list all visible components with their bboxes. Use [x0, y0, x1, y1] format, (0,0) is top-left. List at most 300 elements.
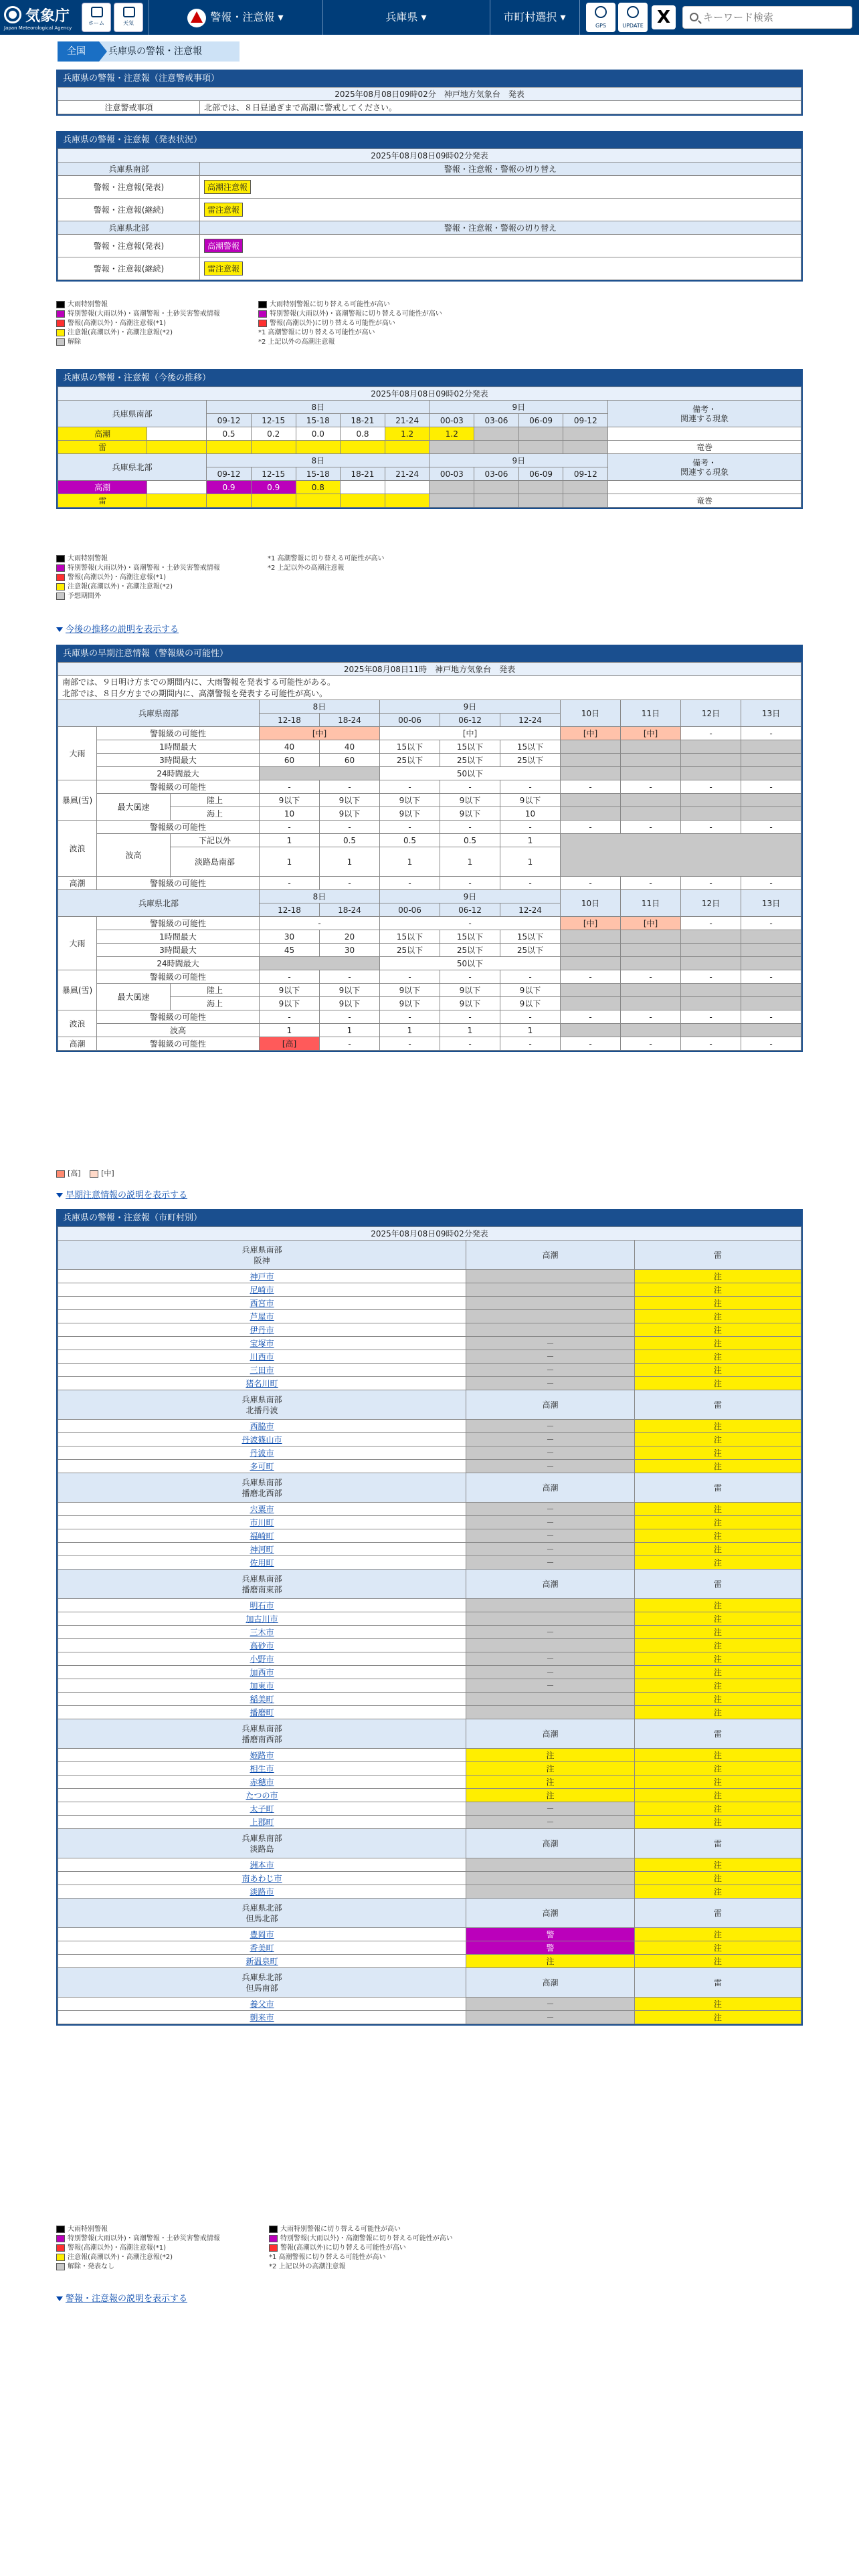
possibility-value: - — [621, 780, 681, 794]
col-header: 警報・注意報・警報の切り替え — [200, 221, 801, 235]
city-name[interactable]: たつの市 — [246, 1791, 278, 1800]
table-row — [58, 1858, 801, 1872]
forecast-value: 0.5 — [440, 834, 500, 847]
row-label: 警報・注意報(継続) — [58, 199, 200, 221]
breadcrumb-home[interactable]: 全国 — [58, 41, 99, 62]
possibility-value: - — [320, 877, 380, 890]
time-header: 15-18 — [296, 467, 341, 481]
table-row — [58, 1829, 801, 1858]
city-link[interactable] — [58, 1337, 466, 1350]
forecast-value: 9以下 — [320, 997, 380, 1010]
possibility-value: - — [500, 970, 561, 984]
forecast-value: 15以下 — [440, 930, 500, 944]
city-name[interactable]: 丹波市 — [250, 1448, 274, 1458]
city-link[interactable] — [58, 1666, 466, 1679]
day-header: 13日 — [741, 890, 801, 917]
nav-prefecture-label: 兵庫県 — [385, 11, 418, 23]
city-link[interactable] — [58, 1762, 466, 1776]
row-label: 陸上 — [171, 794, 260, 807]
forecast-value: 0.0 — [296, 427, 341, 441]
forecast-value: 9以下 — [260, 794, 320, 807]
table-row — [58, 700, 801, 714]
warning-tag[interactable]: 雷注意報 — [204, 261, 243, 276]
city-link[interactable] — [58, 1802, 466, 1816]
legend-text: *1 高潮警報に切り替える可能性が高い — [258, 329, 375, 336]
warning-tag[interactable]: 高潮警報 — [204, 239, 243, 253]
forecast-value: 9以下 — [500, 794, 561, 807]
forecast-value: 40 — [320, 740, 380, 754]
table-cell — [741, 930, 801, 944]
time-header: 18-21 — [341, 467, 385, 481]
row-label: 警報・注意報(継続) — [58, 257, 200, 280]
possibility-value: - — [741, 1037, 801, 1051]
city-link[interactable] — [58, 1599, 466, 1612]
table-row — [58, 1666, 801, 1679]
city-link[interactable] — [58, 1639, 466, 1652]
table-row — [58, 1802, 801, 1816]
forecast-value — [563, 427, 608, 441]
area-name: 兵庫県北部 — [58, 454, 207, 481]
thunder-status: 注 — [635, 1858, 801, 1872]
row-label: 警報級の可能性 — [97, 780, 260, 794]
forecast-value: 25以下 — [500, 944, 561, 957]
col-header: 高潮 — [466, 1829, 635, 1858]
legend-text: 注意報(高潮以外)・高潮注意報(*2) — [68, 2254, 173, 2261]
update-icon — [627, 6, 639, 18]
time-header: 09-12 — [563, 467, 608, 481]
forecast-value — [207, 441, 252, 454]
col-header: 高潮 — [466, 1570, 635, 1599]
table-row — [58, 821, 801, 834]
city-name[interactable]: 明石市 — [250, 1601, 274, 1610]
city-link[interactable] — [58, 1460, 466, 1473]
table-cell — [561, 984, 621, 997]
legend-text: 特別警報(大雨以外)・高潮警報・土砂災害警戒情報 — [68, 2235, 220, 2242]
forecast-value: 9以下 — [260, 997, 320, 1010]
city-name[interactable]: 神河町 — [250, 1545, 274, 1554]
possibility-value: - — [741, 917, 801, 930]
row-label: 波高 — [97, 834, 171, 877]
forecast-explain-link[interactable] — [56, 622, 179, 635]
possibility-value: - — [260, 780, 320, 794]
possibility-value: [中] — [621, 727, 681, 740]
possibility-value: - — [320, 821, 380, 834]
city-link[interactable] — [58, 1297, 466, 1310]
table-row — [58, 1270, 801, 1283]
city-link[interactable] — [58, 1516, 466, 1529]
table-row — [58, 1968, 801, 1998]
x-share-icon[interactable]: X — [652, 5, 676, 29]
city-link[interactable] — [58, 1928, 466, 1941]
storm-surge-status: － — [466, 1666, 635, 1679]
city-link[interactable] — [58, 1706, 466, 1719]
warning-explain-link[interactable] — [56, 2291, 187, 2304]
city-link[interactable] — [58, 1529, 466, 1543]
time-header: 00-06 — [380, 903, 440, 917]
city-name[interactable]: 神戸市 — [250, 1272, 274, 1281]
row-label: 24時間最大 — [97, 957, 260, 970]
table-cell — [561, 754, 621, 767]
forecast-value — [563, 481, 608, 494]
city-name[interactable]: 小野市 — [250, 1654, 274, 1664]
city-link[interactable] — [58, 1612, 466, 1626]
table-cell — [741, 740, 801, 754]
table-cell — [681, 957, 741, 970]
table-cell — [741, 807, 801, 821]
day-header: 10日 — [561, 890, 621, 917]
possibility-value: - — [500, 821, 561, 834]
city-name[interactable]: 朝来市 — [250, 2013, 274, 2022]
forecast-value: 0.9 — [251, 481, 296, 494]
city-link[interactable] — [58, 1364, 466, 1377]
area-group-header: 兵庫県北部 但馬北部 — [58, 1899, 466, 1928]
city-link[interactable] — [58, 1310, 466, 1323]
city-link[interactable] — [58, 1323, 466, 1337]
city-name[interactable]: 養父市 — [250, 2000, 274, 2009]
city-name[interactable]: 高砂市 — [250, 1641, 274, 1650]
table-row — [58, 754, 801, 767]
time-header: 03-06 — [474, 414, 519, 427]
forecast-value: 1.2 — [430, 427, 474, 441]
city-name[interactable]: 姫路市 — [250, 1751, 274, 1760]
table-row — [58, 1283, 801, 1297]
thunder-status: 注 — [635, 1323, 801, 1337]
city-link[interactable] — [58, 1377, 466, 1390]
city-link[interactable] — [58, 1433, 466, 1446]
city-name[interactable]: 播磨町 — [250, 1708, 274, 1717]
city-link[interactable] — [58, 1872, 466, 1885]
phenomenon-label: 波浪 — [58, 821, 97, 877]
table-row — [58, 441, 801, 454]
search-input[interactable] — [703, 9, 844, 25]
nav-city-select[interactable]: 市町村選択 ▾ — [503, 11, 566, 23]
forecast-value — [563, 494, 608, 508]
table-cell — [561, 997, 621, 1010]
area-group-header: 兵庫県北部 但馬南部 — [58, 1968, 466, 1998]
forecast-value: 15以下 — [500, 740, 561, 754]
time-header: 12-15 — [251, 467, 296, 481]
possibility-value: - — [500, 877, 561, 890]
possibility-value: - — [440, 1010, 500, 1024]
city-link[interactable] — [58, 1503, 466, 1516]
row-label: 警報級の可能性 — [97, 1010, 260, 1024]
warning-tag[interactable]: 雷注意報 — [204, 203, 243, 217]
day-header: 11日 — [621, 890, 681, 917]
possibility-value: - — [260, 877, 320, 890]
city-link[interactable] — [58, 1679, 466, 1693]
thunder-status: 注 — [635, 1503, 801, 1516]
thunder-status: 注 — [635, 1626, 801, 1639]
city-name[interactable]: 伊丹市 — [250, 1325, 274, 1335]
possibility-value: - — [681, 877, 741, 890]
city-name[interactable]: 西宮市 — [250, 1299, 274, 1308]
possibility-value: [中] — [380, 727, 561, 740]
time-header: 12-18 — [260, 903, 320, 917]
time-header: 06-09 — [518, 414, 563, 427]
city-link[interactable] — [58, 1626, 466, 1639]
forecast-value: 10 — [260, 807, 320, 821]
city-link[interactable] — [58, 1858, 466, 1872]
city-link[interactable] — [58, 1885, 466, 1899]
storm-surge-status: － — [466, 1503, 635, 1516]
col-header: 高潮 — [466, 1719, 635, 1749]
area-name: 兵庫県南部 — [58, 700, 260, 727]
row-label: 陸上 — [171, 984, 260, 997]
city-name[interactable]: 佐用町 — [250, 1558, 274, 1568]
forecast-value: 9以下 — [500, 997, 561, 1010]
early-warning-section — [56, 645, 803, 1052]
day-header: 9日 — [380, 890, 561, 903]
table-cell — [621, 957, 681, 970]
city-link[interactable] — [58, 1350, 466, 1364]
table-cell — [681, 754, 741, 767]
city-name[interactable]: 尼崎市 — [250, 1285, 274, 1295]
possibility-value: [中] — [260, 727, 380, 740]
early-explain-link[interactable] — [56, 1188, 187, 1200]
forecast-value — [518, 427, 563, 441]
table-cell — [561, 1024, 621, 1037]
table-cell — [681, 740, 741, 754]
gps-button[interactable] — [586, 3, 615, 32]
forecast-value — [430, 494, 474, 508]
warning-icon — [187, 9, 206, 27]
storm-surge-status: 注 — [466, 1762, 635, 1776]
table-row — [58, 890, 801, 903]
city-name[interactable]: 洲本市 — [250, 1860, 274, 1870]
forecast-value: 1 — [320, 1024, 380, 1037]
city-name[interactable]: 加西市 — [250, 1668, 274, 1677]
city-link[interactable] — [58, 1776, 466, 1789]
notice-text: 北部では、８日昼過ぎまで高潮に警戒してください。 — [200, 101, 801, 114]
day-header: 12日 — [681, 700, 741, 727]
table-row — [58, 1776, 801, 1789]
time-header: 09-12 — [563, 414, 608, 427]
storm-surge-status — [466, 1885, 635, 1899]
city-name[interactable]: 三田市 — [250, 1366, 274, 1375]
city-link[interactable] — [58, 1652, 466, 1666]
thunder-status: 注 — [635, 1337, 801, 1350]
forecast-value: 0.5 — [380, 834, 440, 847]
city-name[interactable]: 加古川市 — [246, 1614, 278, 1624]
city-name[interactable]: 宝塚市 — [250, 1339, 274, 1348]
thunder-status: 注 — [635, 1749, 801, 1762]
city-name[interactable]: 新温泉町 — [246, 1957, 278, 1966]
home-button[interactable] — [82, 3, 111, 32]
area-group-header: 兵庫県南部 阪神 — [58, 1241, 466, 1270]
possibility-value: - — [260, 821, 320, 834]
storm-surge-status — [466, 1599, 635, 1612]
possibility-value: - — [681, 727, 741, 740]
thunder-status: 注 — [635, 1998, 801, 2011]
forecast-value: 9以下 — [260, 984, 320, 997]
city-link[interactable] — [58, 1543, 466, 1556]
issued-time: 2025年08月08日09時02分発表 — [58, 387, 801, 401]
city-name[interactable]: 猪名川町 — [246, 1379, 278, 1388]
table-cell — [681, 1024, 741, 1037]
legend-text: *2 上記以外の高潮注意報 — [268, 564, 345, 572]
forecast-value — [430, 481, 474, 494]
forecast-value: 9以下 — [440, 984, 500, 997]
storm-surge-status: 注 — [466, 1955, 635, 1968]
forecast-value: 25以下 — [380, 944, 440, 957]
storm-surge-status — [466, 1612, 635, 1626]
table-row — [58, 1872, 801, 1885]
city-link[interactable] — [58, 1941, 466, 1955]
legend-text: 警報(高潮以外)・高潮注意報(*1) — [68, 320, 166, 327]
forecast-value: 9以下 — [440, 794, 500, 807]
forecast-value — [385, 441, 430, 454]
forecast-value: 0.8 — [296, 481, 341, 494]
nav-prefecture[interactable]: 兵庫県 ▾ — [385, 11, 427, 23]
home-label: ホーム — [88, 20, 104, 26]
table-cell — [561, 794, 621, 807]
forecast-value — [474, 441, 519, 454]
city-link[interactable] — [58, 1283, 466, 1297]
city-link[interactable] — [58, 1955, 466, 1968]
forecast-value: 9以下 — [500, 984, 561, 997]
forecast-value: 9以下 — [320, 807, 380, 821]
row-label: 警報級の可能性 — [97, 970, 260, 984]
forecast-value: 25以下 — [380, 754, 440, 767]
possibility-value: - — [380, 780, 440, 794]
city-link[interactable] — [58, 1749, 466, 1762]
time-header: 15-18 — [296, 414, 341, 427]
nav-warnings[interactable]: 警報・注意報 ▾ — [149, 0, 322, 35]
update-button[interactable] — [618, 3, 648, 32]
possibility-value: - — [681, 780, 741, 794]
jma-logo[interactable] — [4, 3, 78, 30]
row-label: 1時間最大 — [97, 740, 260, 754]
forecast-value: 15以下 — [380, 740, 440, 754]
legend-text: 大雨特別警報に切り替える可能性が高い — [270, 301, 390, 308]
col-header: 雷 — [635, 1390, 801, 1420]
city-link[interactable] — [58, 1420, 466, 1433]
city-name[interactable]: 多可町 — [250, 1462, 274, 1471]
home-icon — [91, 7, 103, 17]
possibility-value: - — [561, 821, 621, 834]
phenomenon-label: 高潮 — [58, 877, 97, 890]
forecast-value: 9以下 — [320, 984, 380, 997]
city-name[interactable]: 丹波篠山市 — [242, 1435, 282, 1444]
city-name[interactable]: 加東市 — [250, 1681, 274, 1691]
forecast-value: 9以下 — [320, 794, 380, 807]
forecast-value — [341, 494, 385, 508]
forecast-value: 1 — [500, 847, 561, 877]
city-name[interactable]: 川西市 — [250, 1352, 274, 1362]
day-header: 8日 — [207, 401, 430, 414]
possibility-value: - — [741, 780, 801, 794]
city-link[interactable] — [58, 1556, 466, 1570]
forecast-value — [385, 494, 430, 508]
forecast-value: 1 — [260, 847, 320, 877]
time-header: 06-09 — [518, 467, 563, 481]
city-link[interactable] — [58, 1789, 466, 1802]
row-label: 最大風速 — [97, 794, 171, 821]
note-col-header: 備考・ 関連する現象 — [608, 401, 801, 427]
table-row — [58, 1297, 801, 1310]
table-row — [58, 1037, 801, 1051]
city-name[interactable]: 稲美町 — [250, 1695, 274, 1704]
city-name[interactable]: 赤穂市 — [250, 1778, 274, 1787]
storm-surge-status: － — [466, 1350, 635, 1364]
storm-surge-status: 警 — [466, 1941, 635, 1955]
thunder-status: 注 — [635, 1639, 801, 1652]
city-name[interactable]: 香美町 — [250, 1943, 274, 1953]
thunder-status: 注 — [635, 1885, 801, 1899]
table-cell — [260, 767, 380, 780]
table-cell — [621, 794, 681, 807]
table-row — [58, 1024, 801, 1037]
city-link[interactable] — [58, 1270, 466, 1283]
city-name[interactable]: 太子町 — [250, 1804, 274, 1814]
city-name[interactable]: 芦屋市 — [250, 1312, 274, 1321]
city-name[interactable]: 福崎町 — [250, 1531, 274, 1541]
storm-surge-status: － — [466, 1543, 635, 1556]
storm-surge-status: － — [466, 1556, 635, 1570]
forecast-section — [56, 369, 803, 509]
city-name[interactable]: 相生市 — [250, 1764, 274, 1774]
nav-city-label: 市町村選択 — [503, 11, 557, 23]
forecast-value: 1 — [260, 1024, 320, 1037]
weather-icon — [123, 7, 135, 17]
day-header: 8日 — [260, 890, 380, 903]
thunder-status: 注 — [635, 1928, 801, 1941]
phenomenon-label: 暴風(雪) — [58, 780, 97, 821]
forecast-value: 10 — [500, 807, 561, 821]
thunder-status: 注 — [635, 1762, 801, 1776]
logo-subtext: Japan Meteorological Agency — [4, 25, 72, 31]
city-name[interactable]: 豊岡市 — [250, 1930, 274, 1939]
table-cell — [621, 767, 681, 780]
possibility-value: - — [380, 970, 440, 984]
legend-text: 警報(高潮以外)・高潮注意報(*1) — [68, 574, 166, 581]
city-name[interactable]: 宍粟市 — [250, 1505, 274, 1514]
search-box[interactable] — [682, 6, 852, 29]
warning-tag[interactable]: 高潮注意報 — [204, 180, 251, 194]
city-name[interactable]: 市川町 — [250, 1518, 274, 1527]
city-link[interactable] — [58, 1693, 466, 1706]
city-name[interactable]: 淡路市 — [250, 1887, 274, 1897]
city-name[interactable]: 南あわじ市 — [242, 1874, 282, 1883]
table-row — [58, 1390, 801, 1420]
city-link[interactable] — [58, 2011, 466, 2024]
city-name[interactable]: 西脇市 — [250, 1422, 274, 1431]
forecast-value: 25以下 — [440, 754, 500, 767]
tenki-button[interactable] — [114, 3, 143, 32]
row-label: 警報級の可能性 — [97, 917, 260, 930]
day-header: 8日 — [260, 700, 380, 714]
thunder-status: 注 — [635, 1872, 801, 1885]
possibility-value: - — [320, 780, 380, 794]
forecast-value — [474, 481, 519, 494]
city-link[interactable] — [58, 1998, 466, 2011]
forecast-value: 0.5 — [320, 834, 380, 847]
day-header: 10日 — [561, 700, 621, 727]
possibility-value: - — [380, 821, 440, 834]
legend-text: 予想期間外 — [68, 593, 101, 600]
forecast-value — [296, 441, 341, 454]
city-name[interactable]: 上郡町 — [250, 1818, 274, 1827]
table-row — [58, 1885, 801, 1899]
city-link[interactable] — [58, 1816, 466, 1829]
city-name[interactable]: 三木市 — [250, 1628, 274, 1637]
outlook-note: 南部では、９日明け方までの期間内に、大雨警報を発表する可能性がある。 — [62, 677, 336, 687]
city-link[interactable] — [58, 1446, 466, 1460]
outlook-note: 北部では、８日夕方までの期間内に、高潮警報を発表する可能性が高い。 — [62, 688, 328, 698]
thunder-status: 注 — [635, 1446, 801, 1460]
table-row — [58, 1998, 801, 2011]
area-group-header: 兵庫県南部 播磨南西部 — [58, 1719, 466, 1749]
